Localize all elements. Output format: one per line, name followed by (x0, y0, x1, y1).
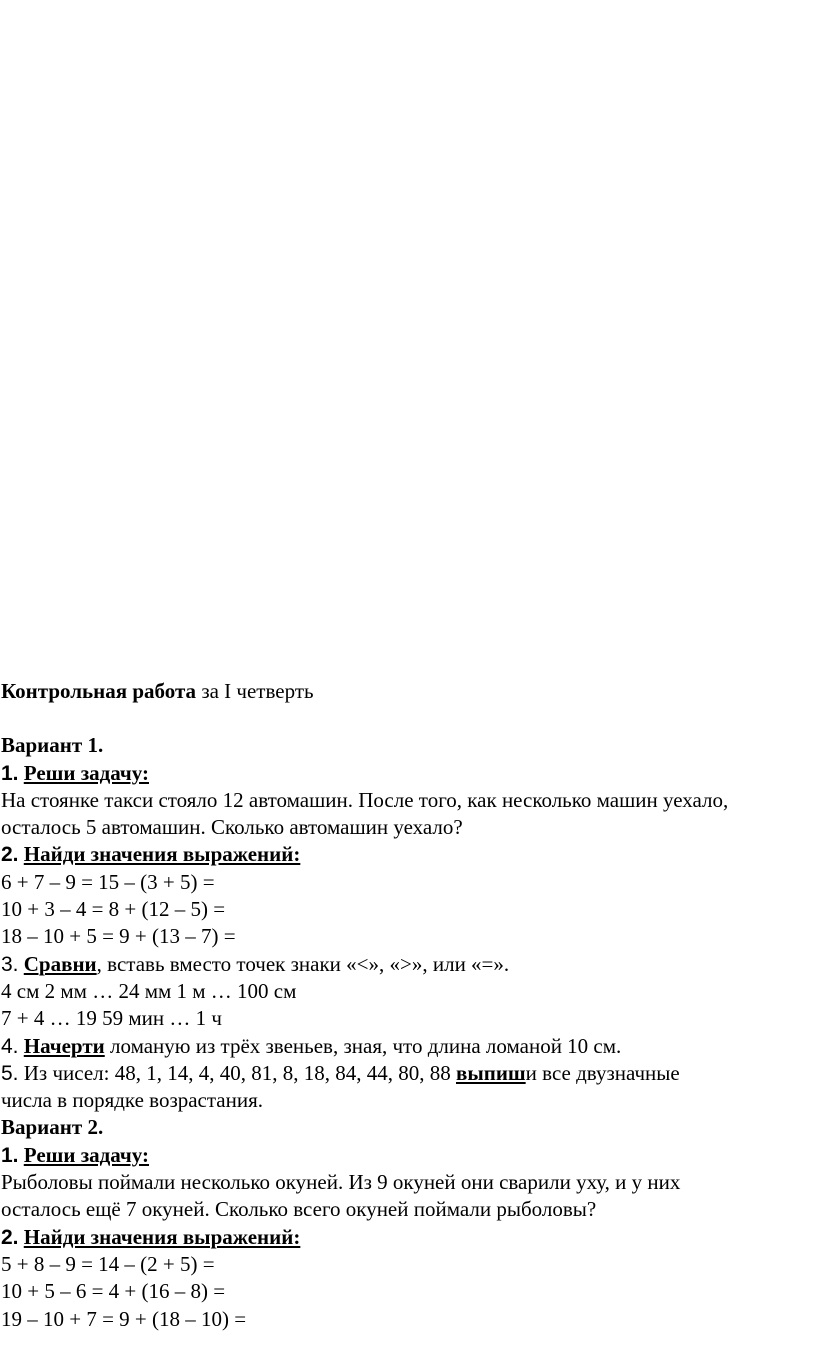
v2-task2-label: Найди значения выражений: (23, 1224, 301, 1249)
v1-expression-2: 10 + 3 – 4 = 8 + (12 – 5) = (1, 897, 226, 922)
v1-task4-rest: ломаную из трёх звеньев, зная, что длина ломаной 10 см. (104, 1033, 622, 1058)
v1-task1-label: Реши задачу: (23, 760, 149, 785)
v1-task1-text-line2: осталось 5 автомашин. Сколько автомашин уехало? (1, 815, 463, 840)
document-title (1, 678, 801, 705)
v2-task2-number: 2. (1, 1225, 19, 1249)
v1-task5-line2: числа в порядке возрастания. (1, 1088, 264, 1113)
v2-expression-3: 19 – 10 + 7 = 9 + (18 – 10) = (1, 1306, 247, 1331)
v2-task2-header (1, 1224, 801, 1251)
title-rest: за I четверть (196, 679, 314, 703)
v2-task1-text-line1: Рыболовы поймали несколько окуней. Из 9 окуней они сварили уху, и у них (1, 1170, 681, 1195)
v2-task1-header (1, 1142, 801, 1169)
v1-task1-text-line1: На стоянке такси стояло 12 автомашин. После того, как несколько машин уехало, (1, 787, 729, 812)
v1-task2-number: 2. (1, 843, 19, 867)
v1-compare-2: 7 + 4 … 19 59 мин … 1 ч (1, 1006, 222, 1031)
v2-task1-label: Реши задачу: (23, 1142, 149, 1167)
v1-expression-1: 6 + 7 – 9 = 15 – (3 + 5) = (1, 869, 215, 894)
v1-task2-label: Найди значения выражений: (23, 842, 301, 867)
v1-task4 (1, 1033, 801, 1060)
v1-task3-header (1, 951, 801, 978)
v1-compare-1: 4 см 2 мм … 24 мм 1 м … 100 см (1, 978, 297, 1003)
v2-expression-1: 5 + 8 – 9 = 14 – (2 + 5) = (1, 1251, 215, 1276)
v2-task1-text-line2: осталось ещё 7 окуней. Сколько всего окуней поймали рыболовы? (1, 1197, 597, 1222)
v1-task4-number: 4. (1, 1034, 19, 1058)
v1-task3-label: Сравни (23, 951, 97, 976)
v1-task4-label: Начерти (23, 1033, 105, 1058)
v1-task1-number: 1. (1, 761, 19, 785)
variant-1-heading: Вариант 1. (1, 733, 104, 758)
variant-2-heading: Вариант 2. (1, 1115, 104, 1140)
v1-task5-rest: и все двузначные (525, 1060, 680, 1085)
v1-task3-number: 3. (1, 952, 19, 976)
spacer (1, 705, 801, 732)
v1-task3-rest: , вставь вместо точек знаки «<», «>», или «=». (96, 951, 510, 976)
v1-task5 (1, 1060, 801, 1087)
v2-task1-number: 1. (1, 1143, 19, 1167)
v1-task5-label: выпиш (456, 1060, 526, 1085)
v1-expression-3: 18 – 10 + 5 = 9 + (13 – 7) = (1, 924, 236, 949)
v2-expression-2: 10 + 5 – 6 = 4 + (16 – 8) = (1, 1279, 226, 1304)
v1-task5-number: 5. (1, 1061, 19, 1085)
v1-task1-header (1, 760, 801, 787)
v1-task5-pre: Из чисел: 48, 1, 14, 4, 40, 81, 8, 18, 84, 44, 80, 88 (18, 1060, 456, 1085)
v1-task2-header (1, 841, 801, 868)
document-body (1, 678, 801, 1333)
title-bold: Контрольная работа (1, 679, 197, 703)
